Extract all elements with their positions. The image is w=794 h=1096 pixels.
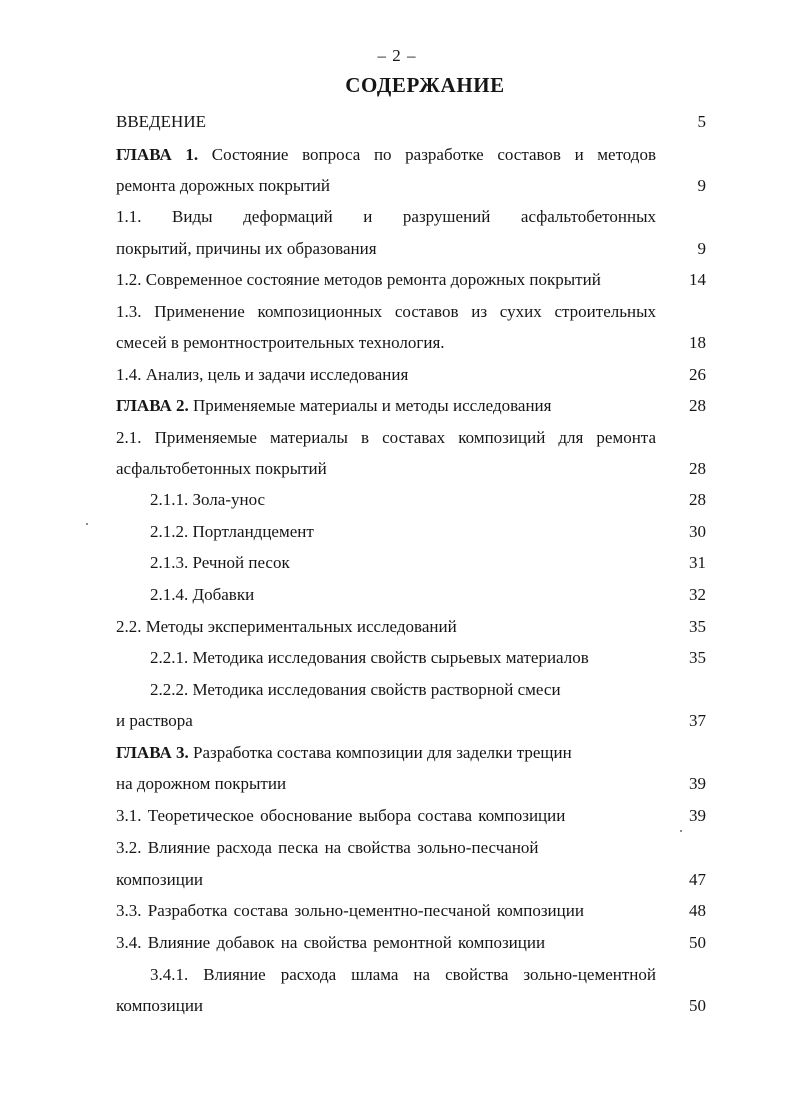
toc-entry-2-2-2[interactable]: 2.2.2. Методика исследования свойств растворной смеси: [150, 680, 561, 699]
toc-entry-chapter-2[interactable]: [116, 396, 551, 416]
toc-page-number: 39: [689, 774, 706, 793]
page-title: СОДЕРЖАНИЕ: [345, 73, 505, 97]
toc-page-number: 26: [689, 365, 706, 384]
toc-entry-introduction[interactable]: ВВЕДЕНИЕ: [116, 112, 206, 131]
toc-entry-1-1[interactable]: 1.1. Виды деформаций и разрушений асфальтобетонных: [116, 207, 656, 226]
toc-entry-continuation: асфальтобетонных покрытий: [116, 459, 327, 478]
toc-entry-continuation: композиции: [116, 996, 204, 1015]
toc-page-number: 37: [689, 711, 706, 730]
toc-page-number: 35: [689, 617, 706, 636]
scan-speck: [680, 830, 682, 832]
toc-page-number: 32: [689, 585, 706, 604]
toc-page-number: 30: [689, 522, 706, 541]
toc-page-number: 28: [689, 396, 706, 415]
toc-page-number: 5: [697, 112, 706, 131]
toc-page-number: 14: [689, 270, 706, 289]
toc-page-number: 9: [697, 176, 706, 195]
toc-entry-chapter-3[interactable]: [116, 743, 572, 763]
toc-entry-2-2-1[interactable]: 2.2.1. Методика исследования свойств сырьевых материалов: [150, 648, 589, 667]
toc-entry-continuation: и раствора: [116, 711, 193, 730]
toc-entry-continuation: на дорожном покрытии: [116, 774, 287, 793]
toc-entry-3-2[interactable]: 3.2. Влияние расхода песка на свойства зольно-песчаной: [116, 838, 539, 857]
toc-entry-3-1[interactable]: 3.1. Теоретическое обоснование выбора состава композиции: [116, 806, 566, 825]
toc-entry-continuation: ремонта дорожных покрытий: [116, 176, 330, 195]
toc-page-number: 31: [689, 553, 706, 572]
toc-entry-3-3[interactable]: 3.3. Разработка состава зольно-цементно-песчаной композиции: [116, 901, 584, 920]
scan-speck: [86, 523, 88, 525]
chapter-label: ГЛАВА 3.: [116, 743, 189, 762]
toc-entry-1-2[interactable]: 1.2. Современное состояние методов ремонта дорожных покрытий: [116, 270, 601, 289]
toc-page-number: 48: [689, 901, 706, 920]
toc-entry-2-1-2[interactable]: 2.1.2. Портландцемент: [150, 522, 314, 541]
toc-entry-chapter-1[interactable]: [116, 145, 656, 165]
toc-entry-continuation: смесей в ремонтностроительных технология.: [116, 333, 445, 352]
toc-entry-continuation: композиции: [116, 870, 204, 889]
toc-page-number: 35: [689, 648, 706, 667]
toc-entry-3-4[interactable]: 3.4. Влияние добавок на свойства ремонтной композиции: [116, 933, 546, 952]
toc-page-number: 18: [689, 333, 706, 352]
toc-page-number: 50: [689, 996, 706, 1015]
toc-entry-text: Применяемые материалы и методы исследования: [188, 396, 552, 415]
toc-page-number: 39: [689, 806, 706, 825]
toc-entry-3-4-1[interactable]: 3.4.1. Влияние расхода шлама на свойства зольно-цементной: [150, 965, 656, 984]
toc-entry-2-1[interactable]: 2.1. Применяемые материалы в составах композиций для ремонта: [116, 428, 656, 447]
toc-entry-2-1-1[interactable]: 2.1.1. Зола-унос: [150, 490, 266, 509]
toc-page-number: 28: [689, 490, 706, 509]
toc-entry-2-2[interactable]: 2.2. Методы экспериментальных исследований: [116, 617, 457, 636]
toc-page-number: 50: [689, 933, 706, 952]
chapter-label: ГЛАВА 2.: [116, 396, 189, 415]
page-number: – 2 –: [377, 46, 417, 65]
toc-entry-text: Состояние вопроса по разработке составов и методов: [198, 145, 656, 164]
toc-entry-2-1-3[interactable]: 2.1.3. Речной песок: [150, 553, 290, 572]
toc-page-number: 28: [689, 459, 706, 478]
toc-entry-1-3[interactable]: 1.3. Применение композиционных составов из сухих строительных: [116, 302, 656, 321]
toc-entry-text: Разработка состава композиции для заделки трещин: [188, 743, 572, 762]
toc-entry-continuation: покрытий, причины их образования: [116, 239, 377, 258]
toc-entry-1-4[interactable]: 1.4. Анализ, цель и задачи исследования: [116, 365, 409, 384]
toc-page-number: 9: [697, 239, 706, 258]
toc-page-number: 47: [689, 870, 706, 889]
toc-entry-2-1-4[interactable]: 2.1.4. Добавки: [150, 585, 255, 604]
chapter-label: ГЛАВА 1.: [116, 145, 199, 164]
